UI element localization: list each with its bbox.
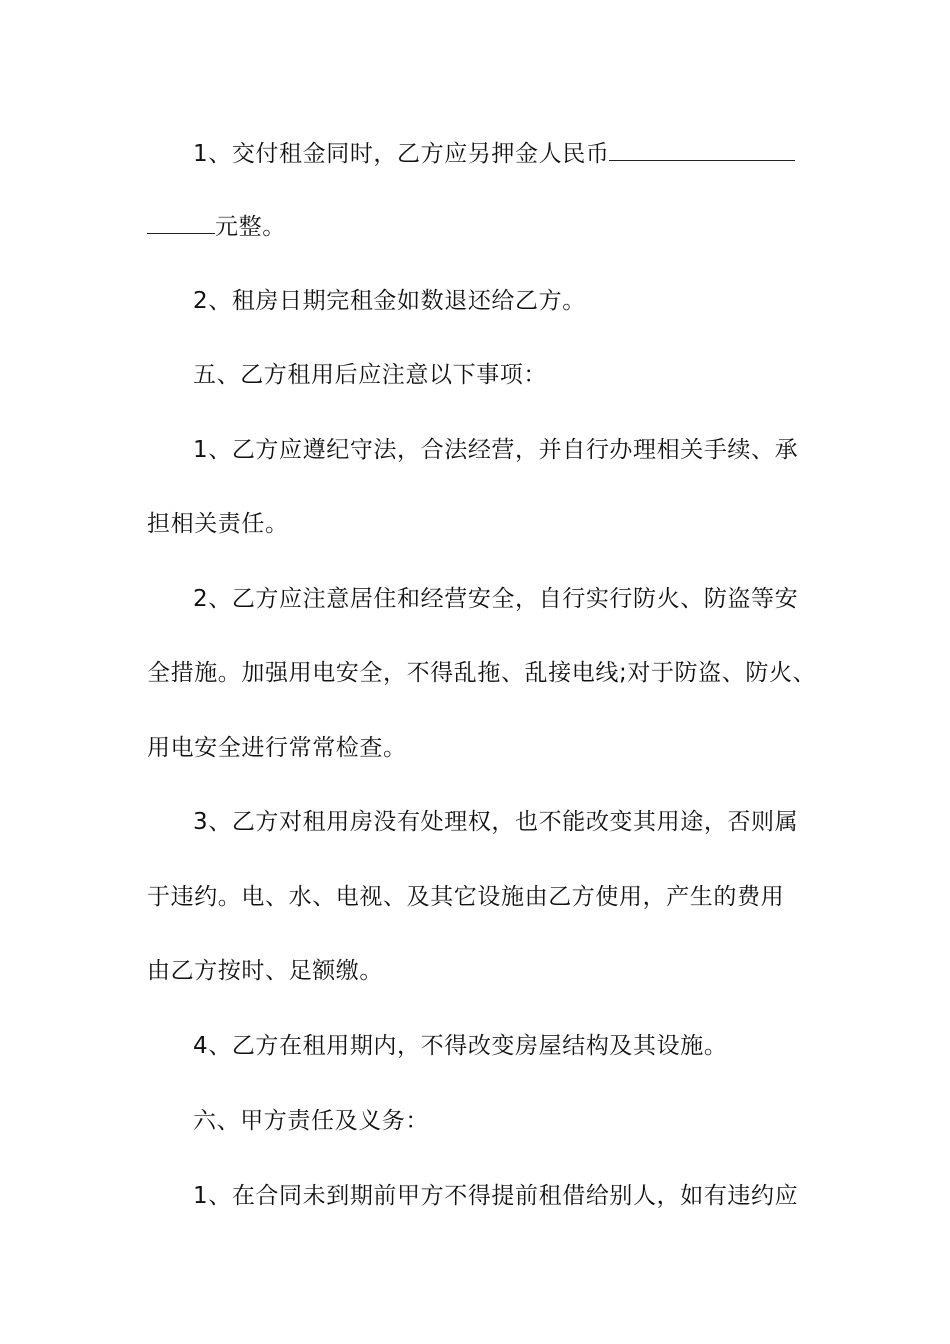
paragraph-text: 元整。: [215, 214, 286, 240]
paragraph-text: 用电安全进行常常检查。: [147, 735, 407, 761]
paragraph-text: 2、乙方应注意居住和经营安全，自行实行防火、防盗等安: [193, 586, 799, 612]
paragraph-text: 4、乙方在租用期内，不得改变房屋结构及其设施。: [193, 1033, 728, 1059]
paragraph-refund: 2、租房日期完租金如数退还给乙方。: [193, 288, 586, 314]
paragraph-text: 于违约。电、水、电视、及其它设施由乙方使用，产生的费用: [147, 884, 785, 910]
fill-in-blank: [147, 211, 215, 234]
fill-in-blank: [609, 138, 795, 161]
paragraph-text: 1、交付租金同时，乙方应另押金人民币: [193, 141, 610, 167]
paragraph-text: 由乙方按时、足额缴。: [147, 958, 383, 984]
section-heading-six: 六、甲方责任及义务：: [193, 1108, 429, 1134]
paragraph-text: 担相关责任。: [147, 511, 289, 537]
paragraph-text: 全措施。加强用电安全，不得乱拖、乱接电线;对于防盗、防火、: [147, 660, 817, 686]
paragraph-deposit-line-2: [147, 211, 827, 243]
paragraph-text: 1、乙方应遵纪守法，合法经营，并自行办理相关手续、承: [193, 437, 799, 463]
paragraph-text: 1、在合同未到期前甲方不得提前租借给别人，如有违约应: [193, 1183, 799, 1209]
paragraph-text: 3、乙方对租用房没有处理权，也不能改变其用途，否则属: [193, 809, 799, 835]
section-heading-five: 五、乙方租用后应注意以下事项：: [193, 362, 547, 388]
paragraph-deposit-line-1: [193, 138, 873, 170]
